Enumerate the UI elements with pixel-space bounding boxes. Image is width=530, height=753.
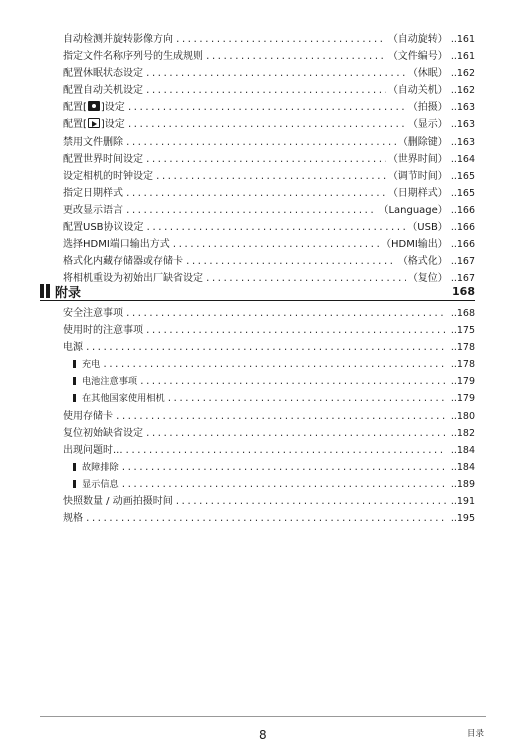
toc-title: 指定文件名称序列号的生成规则	[63, 51, 203, 63]
toc-title: 格式化内藏存储器或存储卡	[63, 256, 183, 268]
toc-row[interactable]	[63, 219, 475, 236]
dot-leader	[175, 32, 386, 49]
toc-keyword: （Language）	[378, 204, 448, 216]
toc-title: 快照数量 / 动画拍摄时间	[63, 496, 173, 508]
toc-page-number: ..162	[450, 68, 475, 80]
toc-page-number: ..195	[450, 513, 475, 525]
toc-title	[63, 99, 125, 116]
section-marker-bar	[40, 284, 44, 298]
toc-page-number: ..167	[450, 273, 475, 285]
dot-leader	[121, 460, 446, 477]
toc-title: 电池注意事项	[82, 376, 138, 388]
dot-leader	[145, 83, 386, 100]
toc-row[interactable]	[63, 493, 475, 510]
toc-row[interactable]	[63, 442, 475, 459]
toc-title: 复位初始缺省设定	[63, 427, 143, 439]
toc-page-number: ..184	[450, 444, 475, 456]
toc-title: 显示信息	[82, 478, 119, 490]
subitem-bullet-icon	[73, 463, 76, 471]
toc-row[interactable]	[63, 236, 475, 253]
toc-title: 充电	[82, 359, 101, 371]
toc-settings-list	[63, 31, 475, 287]
dot-leader	[127, 117, 406, 134]
toc-title	[63, 116, 125, 133]
toc-page-number: ..191	[450, 496, 475, 508]
dot-leader	[172, 237, 379, 254]
toc-row[interactable]	[63, 82, 475, 99]
toc-title: 使用存储卡	[63, 410, 113, 422]
toc-page-number: ..162	[450, 85, 475, 97]
dot-leader	[85, 340, 446, 357]
toc-title: 设定相机的时钟设定	[63, 170, 153, 182]
toc-row[interactable]	[63, 425, 475, 442]
toc-row[interactable]	[63, 31, 475, 48]
dot-leader	[139, 374, 446, 391]
toc-page-number: ..189	[450, 478, 475, 490]
toc-page-number: ..184	[450, 461, 475, 473]
toc-row[interactable]	[63, 185, 475, 202]
toc-title: 配置世界时间设定	[63, 153, 143, 165]
subitem-bullet-icon	[73, 480, 76, 488]
toc-page-number: ..161	[450, 51, 475, 63]
toc-appendix-list	[63, 305, 475, 527]
dot-leader	[185, 254, 396, 271]
toc-title: 安全注意事项	[63, 308, 123, 319]
toc-page-number: ..179	[450, 376, 475, 388]
toc-title-suffix: ]设定	[100, 102, 125, 114]
toc-subrow[interactable]	[63, 459, 475, 476]
dot-leader	[145, 66, 406, 83]
dot-leader	[115, 409, 446, 426]
toc-title: 故障排除	[82, 461, 119, 473]
toc-row[interactable]	[63, 65, 475, 82]
toc-keyword: （拍摄）	[407, 102, 448, 114]
dot-leader	[146, 220, 406, 237]
dot-leader	[125, 135, 396, 152]
footer-section-label: 目录	[467, 729, 485, 739]
toc-page-number: ..178	[450, 342, 475, 354]
dot-leader	[175, 494, 446, 511]
toc-title-prefix: 配置[	[63, 119, 87, 131]
footer-page-number: 8	[259, 728, 267, 742]
toc-keyword: （自动旋转）	[387, 34, 448, 45]
toc-row[interactable]	[63, 99, 475, 116]
toc-title: 电源	[63, 342, 83, 354]
dot-leader	[125, 443, 446, 460]
dot-leader	[155, 169, 386, 186]
toc-title: 更改显示语言	[63, 204, 123, 216]
toc-keyword: （删除键）	[397, 136, 448, 148]
toc-page-number: ..165	[450, 187, 475, 199]
toc-subrow[interactable]	[63, 356, 475, 373]
toc-title: 出现问题时...	[63, 444, 123, 456]
toc-title: 配置休眠状态设定	[63, 68, 143, 80]
toc-page-number: ..166	[450, 239, 475, 251]
toc-title: 将相机重设为初始出厂缺省设定	[63, 273, 203, 285]
toc-keyword: （休眠）	[407, 68, 448, 80]
toc-page-number: ..163	[450, 136, 475, 148]
dot-leader	[145, 152, 386, 169]
toc-row[interactable]	[63, 48, 475, 65]
toc-title: 使用时的注意事项	[63, 325, 143, 337]
toc-title: 规格	[63, 513, 83, 525]
toc-row[interactable]	[63, 339, 475, 356]
toc-row[interactable]	[63, 510, 475, 527]
toc-keyword: （显示）	[407, 119, 448, 131]
toc-keyword: （文件编号）	[387, 51, 448, 63]
toc-keyword: （日期样式）	[387, 187, 448, 199]
footer-divider	[40, 716, 486, 717]
section-marker-bar	[46, 284, 50, 298]
toc-keyword: （USB）	[407, 222, 448, 234]
dot-leader	[205, 49, 386, 66]
toc-keyword: （复位）	[407, 273, 448, 285]
toc-page-number: ..179	[450, 393, 475, 405]
toc-subrow[interactable]	[63, 390, 475, 407]
toc-row[interactable]	[63, 253, 475, 270]
toc-row[interactable]	[63, 305, 475, 322]
toc-page-number: ..182	[450, 427, 475, 439]
toc-keyword: （HDMI输出）	[381, 239, 448, 251]
camera-icon	[88, 101, 100, 111]
subitem-bullet-icon	[73, 360, 76, 368]
toc-page-number: ..163	[450, 102, 475, 114]
dot-leader	[145, 426, 446, 443]
dot-leader	[85, 511, 446, 528]
toc-title: 选择HDMI端口输出方式	[63, 239, 170, 251]
section-title: 附录	[55, 285, 82, 301]
toc-page-number: ..161	[450, 34, 475, 45]
toc-row[interactable]	[63, 202, 475, 219]
toc-title-prefix: 配置[	[63, 102, 87, 114]
dot-leader	[125, 186, 386, 203]
dot-leader	[125, 203, 376, 220]
dot-leader	[125, 306, 446, 323]
toc-subrow[interactable]	[63, 373, 475, 390]
toc-row[interactable]	[63, 116, 475, 133]
toc-page-number: ..175	[450, 325, 475, 337]
toc-row[interactable]	[63, 168, 475, 185]
toc-row[interactable]	[63, 151, 475, 168]
dot-leader	[121, 477, 446, 494]
toc-page-number: ..168	[450, 308, 475, 319]
toc-row[interactable]	[63, 408, 475, 425]
toc-page-number: ..163	[450, 119, 475, 131]
toc-title: 在其他国家使用相机	[82, 393, 165, 405]
toc-page-number: ..166	[450, 222, 475, 234]
subitem-bullet-icon	[73, 377, 76, 385]
toc-subrow[interactable]	[63, 476, 475, 493]
toc-title-suffix: ]设定	[100, 119, 125, 131]
play-icon	[88, 118, 100, 128]
toc-title: 禁用文件删除	[63, 136, 123, 148]
toc-title: 配置自动关机设定	[63, 85, 143, 97]
toc-keyword: （世界时间）	[387, 153, 448, 165]
toc-row[interactable]	[63, 322, 475, 339]
toc-page-number: ..166	[450, 204, 475, 216]
toc-keyword: （调节时间）	[387, 170, 448, 182]
toc-row[interactable]	[63, 134, 475, 151]
toc-keyword: （格式化）	[397, 256, 448, 268]
toc-page-number: ..164	[450, 153, 475, 165]
toc-page-number: ..167	[450, 256, 475, 268]
section-page-number: 168	[452, 284, 475, 298]
toc-page-number: ..165	[450, 170, 475, 182]
section-header-appendix[interactable]	[40, 282, 475, 301]
toc-title: 自动检测并旋转影像方向	[63, 34, 173, 45]
dot-leader	[127, 100, 406, 117]
toc-page-number: ..178	[450, 359, 475, 371]
toc-keyword: （自动关机）	[387, 85, 448, 97]
subitem-bullet-icon	[73, 394, 76, 402]
dot-leader	[145, 323, 446, 340]
dot-leader	[102, 357, 445, 374]
dot-leader	[167, 391, 446, 408]
toc-page-number: ..180	[450, 410, 475, 422]
toc-title: 指定日期样式	[63, 187, 123, 199]
toc-title: 配置USB协议设定	[63, 222, 144, 234]
